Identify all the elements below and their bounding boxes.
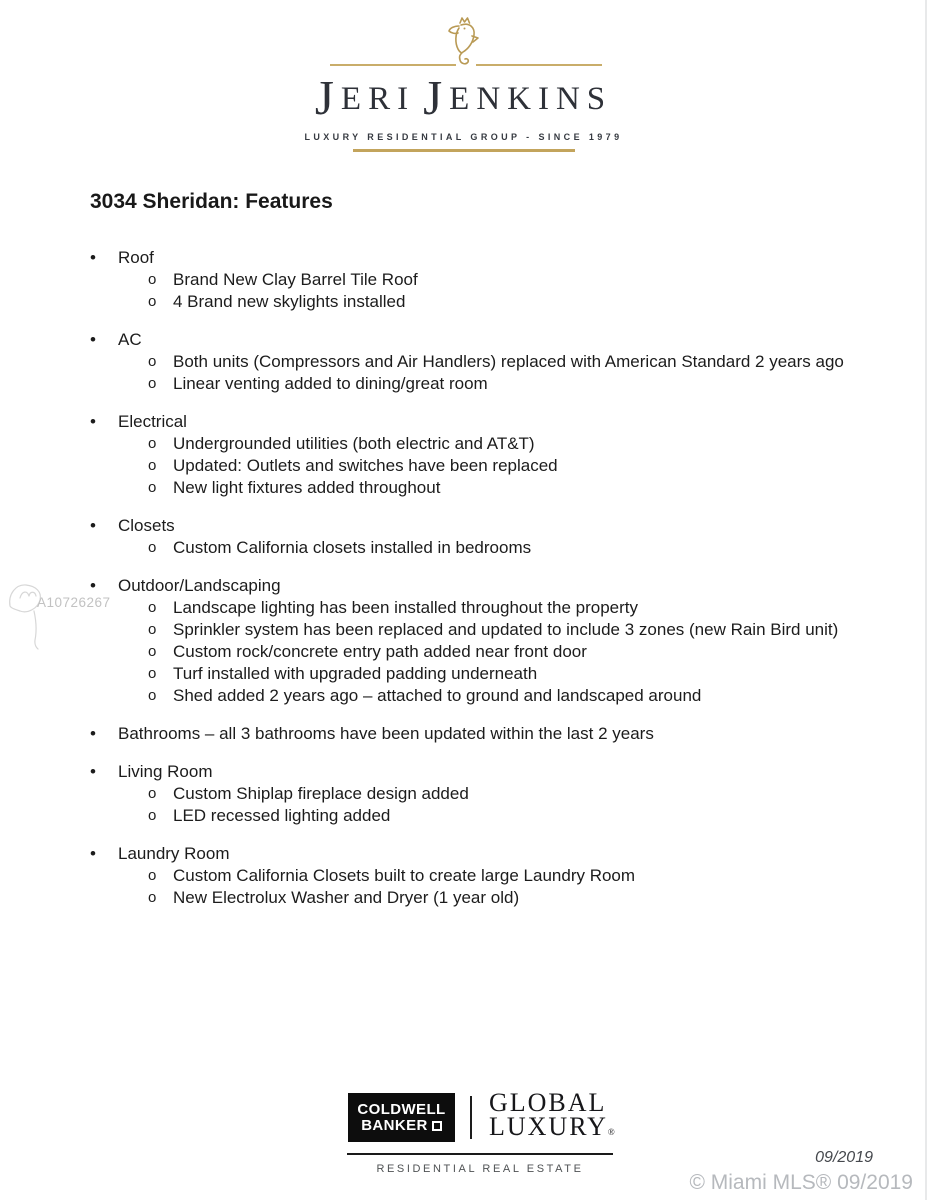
sub-bullet-icon: o bbox=[148, 599, 157, 616]
sub-bullet-icon: o bbox=[148, 479, 157, 496]
page-title: 3034 Sheridan: Features bbox=[90, 190, 333, 213]
feature-item bbox=[90, 597, 900, 619]
feature-item bbox=[90, 537, 900, 559]
coldwell-banker-line1: COLDWELL bbox=[357, 1101, 446, 1118]
mls-number: A10726267 bbox=[37, 595, 111, 610]
feature-item-text: Brand New Clay Barrel Tile Roof bbox=[173, 270, 418, 289]
footer-rule bbox=[347, 1153, 613, 1155]
section-items bbox=[90, 537, 900, 559]
footer-divider bbox=[470, 1096, 472, 1139]
feature-item-text: Updated: Outlets and switches have been replaced bbox=[173, 456, 558, 475]
watermark-sketch-icon bbox=[4, 572, 48, 655]
sub-bullet-icon: o bbox=[148, 785, 157, 802]
feature-item bbox=[90, 865, 900, 887]
section-title: Closets bbox=[118, 516, 175, 535]
bullet-icon: • bbox=[90, 724, 96, 743]
features-list bbox=[90, 247, 900, 925]
bullet-icon: • bbox=[90, 844, 96, 863]
feature-item bbox=[90, 805, 900, 827]
mls-watermark bbox=[4, 566, 184, 656]
sub-bullet-icon: o bbox=[148, 457, 157, 474]
bullet-icon: • bbox=[90, 576, 96, 595]
section-title: Electrical bbox=[118, 412, 187, 431]
feature-item-text: Custom Shiplap fireplace design added bbox=[173, 784, 469, 803]
section-items bbox=[90, 269, 900, 313]
section-items bbox=[90, 597, 900, 707]
coldwell-banker-logo bbox=[348, 1093, 455, 1142]
section-items bbox=[90, 433, 900, 499]
feature-item-text: Linear venting added to dining/great room bbox=[173, 374, 488, 393]
coldwell-banker-monogram-icon bbox=[432, 1121, 442, 1131]
bullet-icon: • bbox=[90, 762, 96, 781]
sub-bullet-icon: o bbox=[148, 687, 157, 704]
sub-bullet-icon: o bbox=[148, 353, 157, 370]
sub-bullet-icon: o bbox=[148, 665, 157, 682]
sub-bullet-icon: o bbox=[148, 867, 157, 884]
brand-name: JERI JENKINS bbox=[314, 70, 613, 125]
section-items bbox=[90, 351, 900, 395]
bullet-icon: • bbox=[90, 412, 96, 431]
feature-item-text: LED recessed lighting added bbox=[173, 806, 391, 825]
sub-bullet-icon: o bbox=[148, 621, 157, 638]
sub-bullet-icon: o bbox=[148, 435, 157, 452]
section-title: Outdoor/Landscaping bbox=[118, 576, 281, 595]
feature-item-text: Landscape lighting has been installed throughout the property bbox=[173, 598, 639, 617]
feature-section bbox=[90, 843, 900, 909]
feature-item bbox=[90, 477, 900, 499]
feature-section bbox=[90, 329, 900, 395]
sub-bullet-icon: o bbox=[148, 807, 157, 824]
sub-bullet-icon: o bbox=[148, 271, 157, 288]
feature-item bbox=[90, 887, 900, 909]
feature-item-text: New Electrolux Washer and Dryer (1 year old) bbox=[173, 888, 520, 907]
feature-item-text: Undergrounded utilities (both electric and AT&T) bbox=[173, 434, 535, 453]
feature-item-text: Custom California Closets built to create large Laundry Room bbox=[173, 866, 636, 885]
bullet-icon: • bbox=[90, 516, 96, 535]
feature-item bbox=[90, 619, 900, 641]
sub-bullet-icon: o bbox=[148, 375, 157, 392]
feature-item bbox=[90, 433, 900, 455]
global-luxury-line2: LUXURY bbox=[489, 1112, 608, 1141]
section-title: Living Room bbox=[118, 762, 213, 781]
feature-section bbox=[90, 761, 900, 827]
section-items bbox=[90, 865, 900, 909]
sub-bullet-icon: o bbox=[148, 643, 157, 660]
gold-rule-left bbox=[330, 64, 456, 66]
footer-date: 09/2019 bbox=[815, 1149, 873, 1166]
section-title: Laundry Room bbox=[118, 844, 230, 863]
feature-item-text: New light fixtures added throughout bbox=[173, 478, 441, 497]
feature-item bbox=[90, 641, 900, 663]
feature-item bbox=[90, 373, 900, 395]
coldwell-banker-line2: BANKER bbox=[361, 1116, 428, 1134]
section-items bbox=[90, 783, 900, 827]
feature-section bbox=[90, 411, 900, 499]
feature-item-text: Both units (Compressors and Air Handlers) replaced with American Standard 2 years ago bbox=[173, 352, 844, 371]
feature-section bbox=[90, 515, 900, 559]
feature-item-text: Turf installed with upgraded padding underneath bbox=[173, 664, 538, 683]
brand-logo bbox=[0, 16, 927, 152]
global-luxury-line1: GLOBAL bbox=[489, 1088, 607, 1117]
global-luxury-logo bbox=[489, 1088, 615, 1144]
mls-copyright: © Miami MLS® 09/2019 bbox=[689, 1171, 913, 1194]
feature-item-text: Custom rock/concrete entry path added near front door bbox=[173, 642, 587, 661]
feature-item bbox=[90, 783, 900, 805]
feature-item bbox=[90, 663, 900, 685]
feature-item bbox=[90, 291, 900, 313]
bullet-icon: • bbox=[90, 248, 96, 267]
feature-item bbox=[90, 351, 900, 373]
bullet-icon: • bbox=[90, 330, 96, 349]
section-title: AC bbox=[118, 330, 142, 349]
feature-section bbox=[90, 247, 900, 313]
gold-rule-right bbox=[476, 64, 602, 66]
feature-item-text: Shed added 2 years ago – attached to ground and landscaped around bbox=[173, 686, 702, 705]
section-title: Bathrooms – all 3 bathrooms have been updated within the last 2 years bbox=[118, 724, 654, 743]
footer-tagline: RESIDENTIAL REAL ESTATE bbox=[376, 1163, 584, 1175]
sub-bullet-icon: o bbox=[148, 539, 157, 556]
feature-item-text: Sprinkler system has been replaced and updated to include 3 zones (new Rain Bird unit) bbox=[173, 620, 839, 639]
section-title: Roof bbox=[118, 248, 154, 267]
feature-item-text: 4 Brand new skylights installed bbox=[173, 292, 406, 311]
brand-tagline: LUXURY RESIDENTIAL GROUP - SINCE 1979 bbox=[304, 132, 623, 142]
sub-bullet-icon: o bbox=[148, 293, 157, 310]
sub-bullet-icon: o bbox=[148, 889, 157, 906]
feature-section bbox=[90, 575, 900, 707]
feature-item bbox=[90, 455, 900, 477]
feature-item bbox=[90, 685, 900, 707]
feature-section bbox=[90, 723, 900, 745]
feature-item bbox=[90, 269, 900, 291]
registered-mark: ® bbox=[607, 1127, 615, 1137]
brand-underline bbox=[353, 149, 575, 152]
feature-item-text: Custom California closets installed in bedrooms bbox=[173, 538, 532, 557]
